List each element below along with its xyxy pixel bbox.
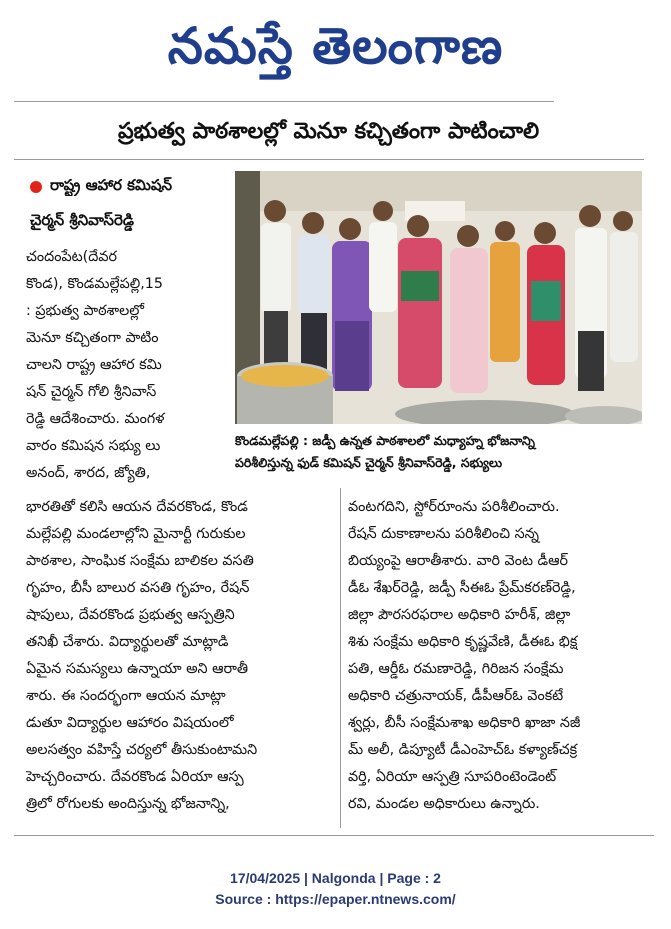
right-column [348, 494, 648, 818]
text-line: రవి, మండల అధికారులు ఉన్నారు. [348, 796, 540, 812]
text-line: : ప్రభుత్వ పాఠశాలల్లో [26, 303, 145, 319]
text-line: బియ్యంపై ఆరాతీశారు. వారి వెంట డీఆర్ [348, 553, 569, 569]
text-line: జిల్లా పౌరసరఫరాల అధికారి హరీశ్, జిల్లా [348, 607, 571, 623]
subhead-line-1: రాష్ట్ర ఆహార కమిషన్ [50, 176, 173, 194]
text-line: పతి, ఆర్డీఓ రమణారెడ్డి, గిరిజన సంక్షేమ [348, 661, 564, 677]
footer-source: Source : https://epaper.ntnews.com/ [215, 891, 456, 907]
text-line: ఏమైన సమస్యలు ఉన్నాయా అని ఆరాతీ [26, 661, 249, 677]
text-line: పాఠశాల, సాంఘిక సంక్షేమ బాలికల వసతి [26, 553, 254, 569]
text-line: శారు. ఈ సందర్భంగా ఆయన మాట్లా [26, 688, 226, 704]
left-column-wide [26, 494, 336, 818]
text-line: కొండ), కొండమల్లేపల్లి,15 [26, 276, 163, 292]
text-line: మెనూ కచ్చితంగా పాటిం [26, 330, 159, 346]
column-divider [340, 488, 341, 828]
caption-line: కొండమల్లేపల్లి : జడ్పీ ఉన్నత పాఠశాలలో మధ్యాహ్న భోజనాన్ని [235, 433, 535, 448]
text-line: మల్లేపల్లి మండలాల్లోని మైనార్టీ గురుకుల [26, 526, 246, 542]
text-line: గృహం, బీసీ బాలుర వసతి గృహం, రేషన్ [26, 580, 250, 596]
text-line: చాలని రాష్ట్ర ఆహార కమి [26, 357, 162, 373]
text-line: మ్ అలీ, డిప్యూటీ డీఎంహెచ్ఓ కళ్యాణ్‌చక్ర [348, 742, 578, 758]
text-line: డుతూ విద్యార్థుల ఆహారం విషయంలో [26, 715, 234, 731]
text-line: తనిఖీ చేశారు. విద్యార్థులతో మాట్లాడి [26, 634, 229, 650]
text-line: త్రిలో రోగులకు అందిస్తున్న భోజనాన్ని, [26, 796, 230, 812]
text-line: రెడ్డి ఆదేశించారు. మంగళ [26, 411, 165, 427]
text-line: అధికారి చత్రునాయక్, డీపీఆర్ఓ వెంకటే [348, 688, 564, 704]
masthead-logo: నమస్తే తెలంగాణ [167, 16, 504, 75]
text-line: అనంద్, శారద, జ్యోతి, [26, 465, 151, 481]
subhead-line-2: చైర్మన్ శ్రీనివాస్‌రెడ్డి [30, 211, 134, 229]
text-line: షన్ చైర్మన్ గోలి శ్రీనివాస్ [26, 384, 157, 400]
text-line: శిశు సంక్షేమ అధికారి కృష్ణవేణి, డీఈఓ భిక్ష [348, 634, 578, 650]
left-column-narrow [26, 244, 231, 487]
bullet-icon [30, 181, 42, 193]
caption-line: పరిశీలిస్తున్న ఫుడ్ కమిషన్ చైర్మన్ శ్రీనివాస్‌రెడ్డి, సభ్యులు [235, 455, 503, 470]
text-line: డీఓ శేఖర్‌రెడ్డి, జడ్పీ సీఈఓ ప్రేమ్‌కరణ్‌రెడ్డి, [348, 580, 576, 596]
text-line: హెచ్చరించారు. దేవరకొండ ఏరియా ఆస్ప [26, 769, 244, 785]
text-line: భారతితో కలిసి ఆయన దేవరకొండ, కొండ [26, 499, 248, 515]
text-line: అలసత్వం వహిస్తే చర్యలో తీసుకుంటామని [26, 742, 258, 758]
bottom-divider [14, 835, 654, 836]
headline-divider [14, 159, 644, 160]
news-photo [235, 171, 642, 424]
text-line: రేషన్ దుకాణాలను పరిశీలించి సన్న [348, 526, 539, 542]
text-line: శ్వర్లు, బీసీ సంక్షేమశాఖ అధికారి ఖాజా నజీ [348, 715, 581, 731]
text-line: వర్తి, ఏరియా ఆస్పత్రి సూపరింటెండెంట్ [348, 769, 557, 785]
text-line: వారం కమిషన సభ్యు లు [26, 438, 161, 454]
photo-illustration [235, 171, 642, 424]
text-line: చందంపేట(దేవర [26, 249, 117, 265]
text-line: వంటగదిని, స్టోర్‌రూంను పరిశీలించారు. [348, 499, 560, 515]
top-divider [14, 101, 554, 102]
photo-caption [235, 430, 645, 474]
text-line: షాపులు, దేవరకొండ ప్రభుత్వ ఆస్పత్రిని [26, 607, 235, 623]
headline: ప్రభుత్వ పాఠశాలల్లో మెనూ కచ్చితంగా పాటించాలి [118, 119, 540, 144]
footer-date: 17/04/2025 | Nalgonda | Page : 2 [230, 870, 441, 886]
